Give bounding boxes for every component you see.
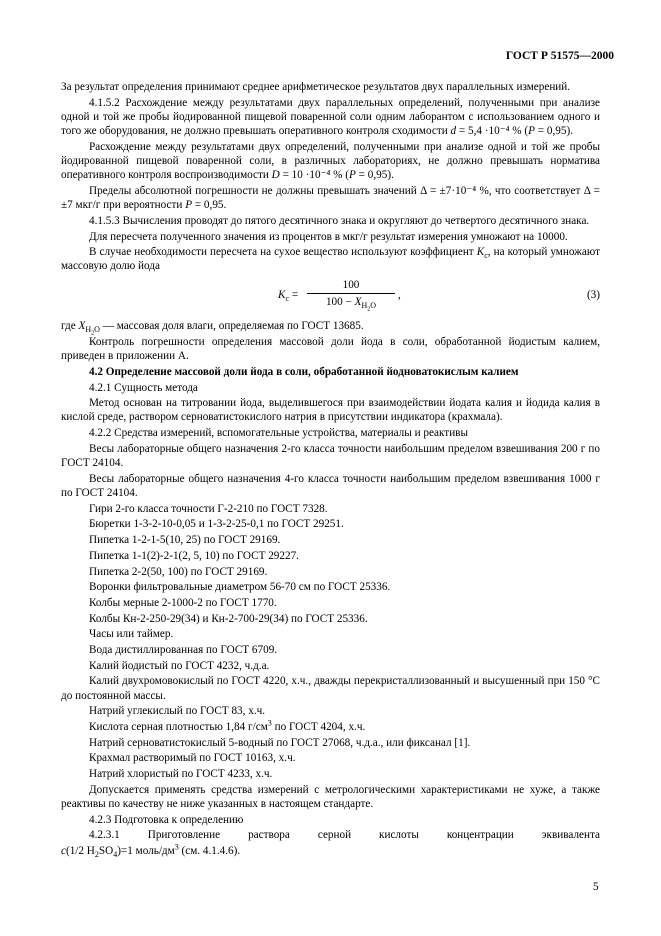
list-item: Натрий серноватистокислый 5-водный по ГОСТ 27068, ч.д.а., или фиксанал [1]. [89,736,471,749]
paragraph-error-limits: Пределы абсолютной погрешности не должны превышать значений Δ = ±7·10⁻⁴ %, что соответствует Δ = ±7 мкг/г при вероятности P = 0,95. [61,184,600,212]
subheading-4-2-3: 4.2.3 Подготовка к определению [89,813,244,826]
paragraph-permission: Допускается применять средства измерений с метрологическими характеристиками не хуже, а также реактивы по качеству не ниже указанных в настоящем стандарте. [61,783,600,811]
list-item: Натрий хлористый по ГОСТ 4233, х.ч. [89,768,273,781]
subheading-4-2-2: 4.2.2 Средства измерений, вспомогательные устройства, материалы и реактивы [89,427,468,440]
subheading-4-2-1: 4.2.1 Сущность метода [89,381,198,394]
formula-denominator: $100 - X_{H_2O}$ [325,295,377,313]
formula-lhs: $K_с$ = [278,288,299,303]
list-item: Часы или таймер. [89,628,174,641]
formula-fraction [307,278,395,313]
paragraph-where: где $X_{H_2O}$ — массовая доля влаги, определяемая по ГОСТ 13685. [61,319,364,337]
subheading-4-2-3-1: 4.2.3.1 Приготовление раствора серной кислоты концентрации эквивалента [89,829,600,842]
list-item: Кислота серная плотностью 1,84 $г/см^3$ по ГОСТ 4204, х.ч. [89,718,366,734]
list-item: Весы лабораторные общего назначения 4-го класса точности наибольшим пределом взвешивания 1000 г по ГОСТ 24104. [61,472,600,499]
formula-3 [61,276,600,316]
paragraph-acid-concentration: c(1/2 $H_2SO_4)=1$ моль/$дм^3$ (см. 4.1.4.6). [61,842,241,860]
list-item: Пипетка 2-2(50, 100) по ГОСТ 29169. [89,565,268,578]
paragraph-4-1-5-2: 4.1.5.2 Расхождение между результатами двух параллельных определений, полученными при анализе одной и той же пробы йодированной пищевой поваренной соли одним лаборантом с использованием одного и того же оборудования, не должно превышать оперативного контроля сходимости d = 5,4 ·10⁻⁴ % (P = 0,95). [61,96,600,138]
paragraph-4-1-5-3: 4.1.5.3 Вычисления проводят до пятого десятичного знака и округляют до четвертого десятичного знака. [89,214,590,227]
formula-numerator: 100 [307,278,395,294]
list-item: Пипетка 1-2-1-5(10, 25) по ГОСТ 29169. [89,534,281,547]
list-item: Весы лабораторные общего назначения 2-го класса точности наибольшим пределом взвешивания 200 г по ГОСТ 24104. [61,442,600,470]
list-item: Гири 2-го класса точности Г-2-210 по ГОСТ 7328. [89,502,328,515]
list-item: Бюретки 1-3-2-10-0,05 и 1-3-2-25-0,1 по ГОСТ 29251. [89,518,344,531]
formula-comma: , [398,288,401,301]
document-body [61,80,600,860]
list-item: Воронки фильтровальные диаметром 56-70 см по ГОСТ 25336. [89,581,391,594]
list-item: Колбы Кн-2-250-29(34) и Кн-2-700-29(34) по ГОСТ 25336. [89,612,368,625]
paragraph-conversion: Для пересчета полученного значения из процентов в мкг/г результат измерения умножают на 10000. [89,230,568,243]
section-heading-4-2: 4.2 Определение массовой доли йода в соли, обработанной йодноватокислым калием [89,365,519,378]
list-item: Натрий углекислый по ГОСТ 83, х.ч. [89,705,266,718]
list-item: Крахмал растворимый по ГОСТ 10163, х.ч. [89,752,296,765]
page-number: 5 [593,881,599,893]
list-item: Вода дистиллированная по ГОСТ 6709. [89,644,278,657]
list-item: Колбы мерные 2-1000-2 по ГОСТ 1770. [89,596,277,609]
paragraph-dry-coefficient: В случае необходимости пересчета на сухое вещество используют коэффициент $K_с$, на который умножают массовую долю йода [61,246,600,273]
list-item: Пипетка 1-1(2)-2-1(2, 5, 10) по ГОСТ 29227. [89,549,299,562]
paragraph-control-annex: Контроль погрешности определения массовой доли йода в соли, обработанной йодистым калием, приведен в приложении А. [61,335,600,363]
paragraph-method: Метод основан на титровании йода, выделившегося при взаимодействии йодата калия и йодида калия в кислой среде, раствором серноватистокислого натрия в присутствии индикатора (крахмала). [61,397,600,424]
list-item: Калий йодистый по ГОСТ 4232, ч.д.а. [89,659,270,672]
formula-number: (3) [586,288,600,301]
paragraph-reproducibility: Расхождение между результатами двух определений, полученными при анализе одной и той же пробы йодированной пищевой поваренной соли, в различных лабораториях, не должно превышать норматива оперативного контроля воспроизводимости D = 10 ·10⁻⁴ % (P = 0,95). [61,140,600,182]
list-item: Калий двухромовокислый по ГОСТ 4220, х.ч., дважды перекристаллизованный и высушенный при 150 °С до постоянной массы. [61,675,600,702]
standard-header: ГОСТ Р 51575—2000 [505,50,614,62]
paragraph-result-mean: За результат определения принимают среднее арифметическое результатов двух параллельных измерений. [61,81,571,93]
